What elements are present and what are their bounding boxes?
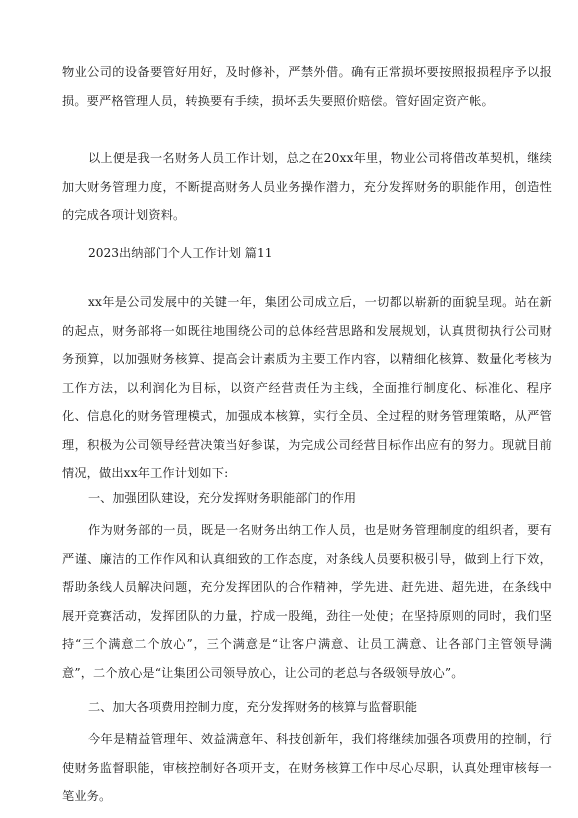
paragraph-asset-management: 物业公司的设备要管好用好，及时修补，严禁外借。确有正常损坏要按照报损程序予以报损。要严格管理人员，转换要有手续，损坏丢失要照价赔偿。管好固定资产帐。 [62,65,552,108]
paragraph-year-intro: xx年是公司发展中的关键一年，集团公司成立后，一切都以崭新的面貌呈现。站在新的起点，财务部将一如既往地围绕公司的总体经营思路和发展规划，认真贯彻执行公司财务预算，以加强财务核算、提高会计素质为主要工作内容，以精细化核算、数量化考核为工作方法，以利润化为目标，以资产经营责任为主线，全面推行制度化、标准化、程序化、信息化的财务管理模式，加强成本核算，实行全员、全过程的财务管理策略，从严管理，积极为公司领导经营决策当好参谋，为完成公司经营目标作出应有的努力。现就目前情况，做出xx年工作计划如下: [62,295,552,480]
subsection-heading-2: 二、加大各项费用控制力度，充分发挥财务的核算与监督职能 [88,700,418,714]
paragraph-team-building: 作为财务部的一员，既是一名财务出纳工作人员，也是财务管理制度的组织者，要有严谨、廉洁的工作作风和认真细致的工作态度，对条线人员要积极引导，做到上行下效，帮助条线人员解决问题，充分发挥团队的合作精神，学先进、赶先进、超先进，在条线中展开竞赛活动，发挥团队的力量，拧成一股绳，劲往一处使；在坚持原则的同时，我们坚持“三个满意二个放心”，三个满意是“让客户满意、让员工满意、让各部门主管领导满意”，二个放心是“让集团公司领导放心，让公司的老总与各级领导放心”。 [62,523,552,680]
paragraph-plan-summary: 以上便是我一名财务人员工作计划，总之在20xx年里，物业公司将借改革契机，继续加大财务管理力度，不断提高财务人员业务操作潜力，充分发挥财务的职能作用，创造性的完成各项计划资料。 [62,151,552,222]
paragraph-cost-control: 今年是精益管理年、效益满意年、科技创新年，我们将继续加强各项费用的控制，行使财务监督职能，审核控制好各项开支，在财务核算工作中尽心尽职，认真处理审核每一笔业务。 [62,732,552,803]
section-heading: 2023出纳部门个人工作计划 篇11 [88,246,273,260]
subsection-heading-1: 一、加强团队建设，充分发挥财务职能部门的作用 [88,491,357,505]
